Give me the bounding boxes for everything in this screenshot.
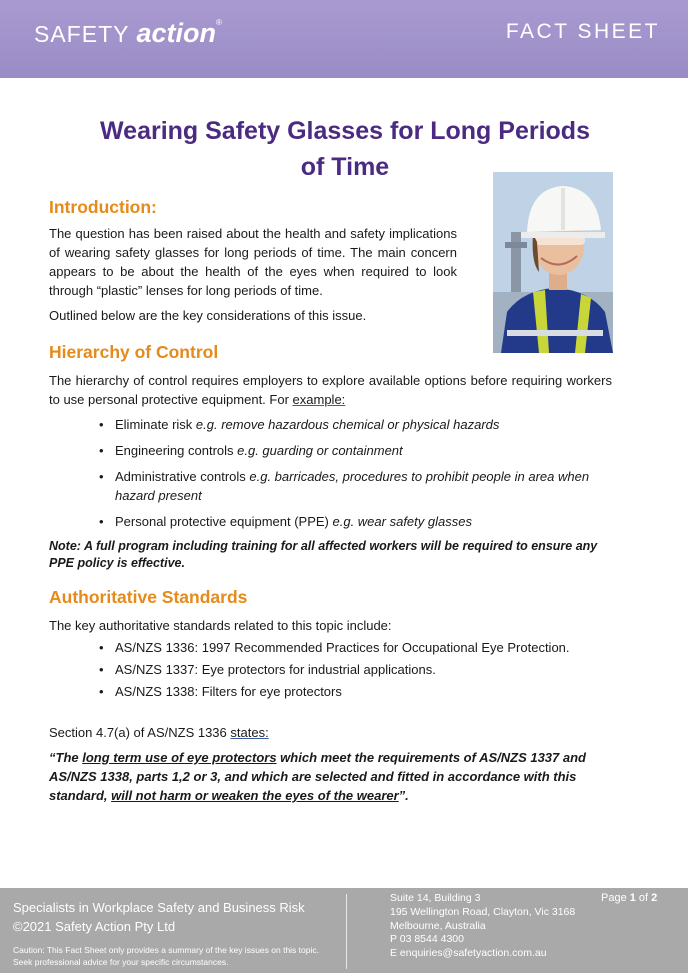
standard-quote: “The long term use of eye protectors which meet the requirements of AS/NZS 1337 and AS/NZS 1338, parts 1,2 or 3, and which are selected and fitted in accordance with this standard, will not harm or weaken the eyes of the wearer”. [49,750,586,803]
header-band [0,0,688,78]
introduction-section [49,198,457,325]
example-link: example: [292,392,346,407]
footer [0,888,688,973]
footer-copyright: ©2021 Safety Action Pty Ltd [13,919,176,934]
hierarchy-heading: Hierarchy of Control [49,342,219,362]
page-number: Page 1 of 2 [601,892,658,904]
worker-illustration [493,172,613,353]
footer-divider [346,894,347,969]
introduction-paragraph: The question has been raised about the health and safety implications of wearing safety glasses for long periods of time. The main concern appears to be about the health of the eyes when required to look through “plastic” lenses for long periods of time. [49,226,457,298]
email-address: E enquiries@safetyaction.com.au [390,947,547,960]
standards-section [49,588,612,818]
list-item: • AS/NZS 1337: Eye protectors for industrial applications. [49,660,612,679]
list-item: • Engineering controls e.g. guarding or containment [49,441,612,460]
introduction-heading: Introduction: [49,197,157,217]
footer-left [13,898,333,968]
list-item: • AS/NZS 1336: 1997 Recommended Practices for Occupational Eye Protection. [49,638,612,657]
fact-sheet-label: FACT SHEET [505,20,660,43]
ppe-note: Note: A full program including training for all affected workers will be required to ensure any PPE policy is effective. [49,539,598,570]
page-title: Wearing Safety Glasses for Long Periods of Time [100,117,590,181]
footer-tagline: Specialists in Workplace Safety and Business Risk [13,900,305,915]
standards-heading: Authoritative Standards [49,587,248,607]
list-item: • Administrative controls e.g. barricades, procedures to prohibit people in area when hazard present [49,467,612,505]
control-list [49,415,612,531]
phone-number: P 03 8544 4300 [390,933,464,946]
footer-address: Suite 14, Building 3 195 Wellington Road, Clayton, Vic 3168 Melbourne, Australia P 03 8544 4300 E enquiries@safetyaction.com.au [390,892,576,960]
states-link: states: [230,725,269,740]
introduction-outline: Outlined below are the key considerations of this issue. [49,308,367,323]
standards-list [49,638,612,701]
standards-intro: The key authoritative standards related to this topic include: [49,618,392,633]
safety-action-logo: SAFETY action® [34,18,223,48]
hierarchy-section [49,343,612,572]
worker-photo [493,172,613,353]
hierarchy-paragraph: The hierarchy of control requires employers to explore available options before requiring workers to use personal protective equipment. For example: [49,373,612,407]
list-item: • Personal protective equipment (PPE) e.g. wear safety glasses [49,512,612,531]
list-item: • Eliminate risk e.g. remove hazardous chemical or physical hazards [49,415,612,434]
section-reference: Section 4.7(a) of AS/NZS 1336 states: [49,725,269,740]
footer-caution: Caution: This Fact Sheet only provides a summary of the key issues on this topic. Seek professional advice for your specific circumstances. [13,945,319,967]
list-item: • AS/NZS 1338: Filters for eye protectors [49,682,612,701]
